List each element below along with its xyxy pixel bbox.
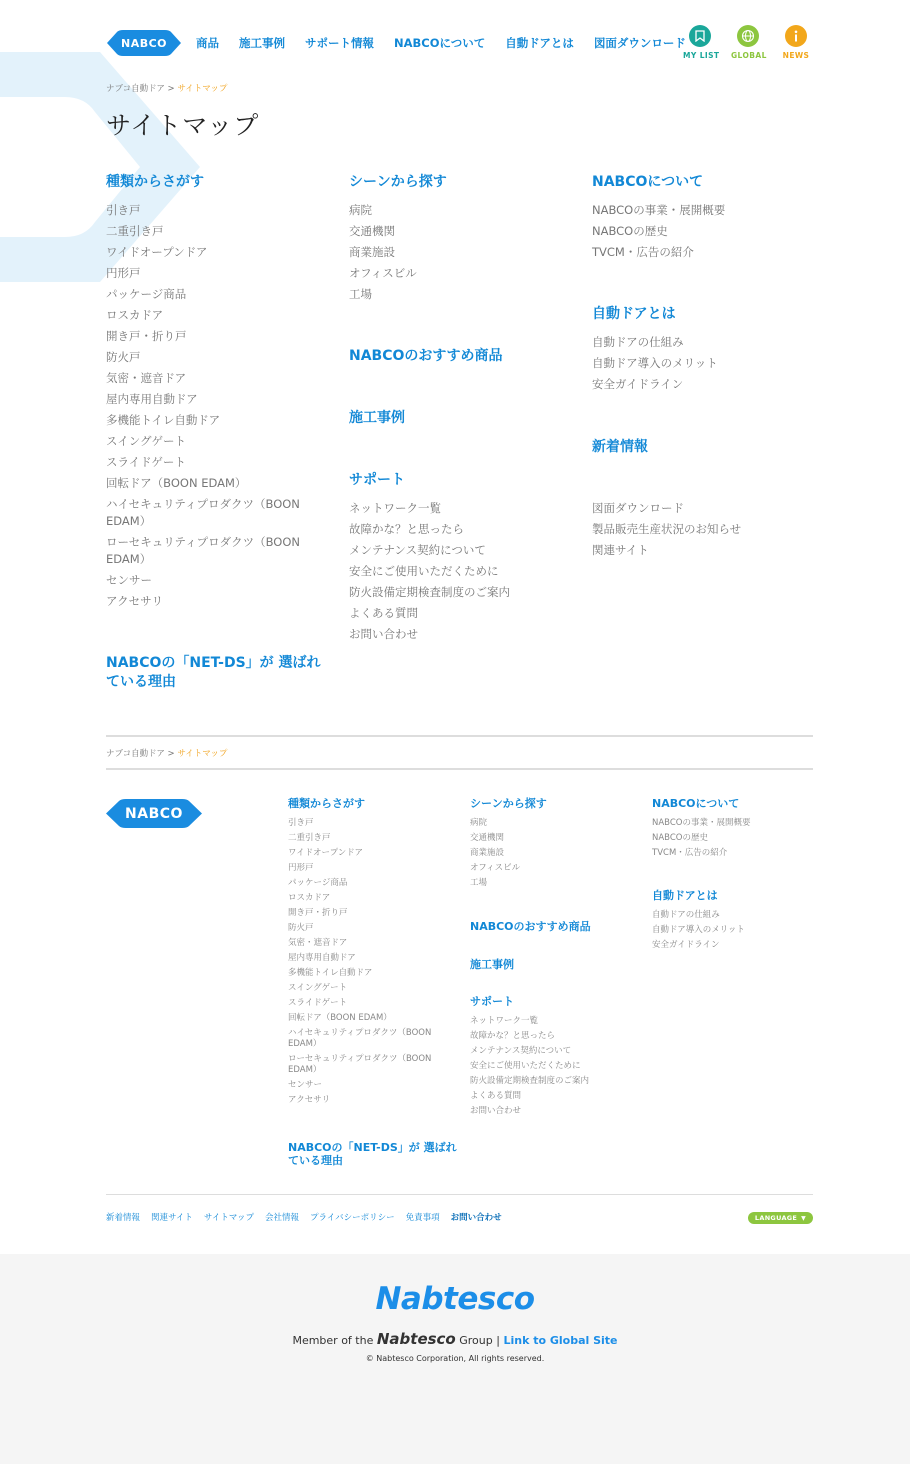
category-types[interactable]: 種類からさがす [106,174,204,190]
link-item[interactable]: 自動ドアの仕組み [592,335,684,349]
footer-category-scenes[interactable]: シーンから探す [470,797,547,810]
breadcrumb-separator: > [167,749,175,759]
misc-links [592,500,817,559]
global-button[interactable] [731,25,765,60]
nabtesco-logo[interactable]: Nabtesco [375,1281,535,1317]
footer-link-item[interactable]: ワイドオープンドア [288,848,363,858]
sitemap-cases-section [349,409,574,428]
footer-link-item[interactable]: 工場 [470,878,488,888]
footer-net-ds-section [288,1141,463,1167]
logo-text: NABCO [120,36,168,50]
footer-link-item[interactable]: 病院 [470,818,488,828]
breadcrumb-current: サイトマップ [177,749,228,759]
footer-link-item[interactable]: 安全にご使用いただくために [470,1061,581,1071]
footer-link-item[interactable]: 多機能トイレ自動ドア [288,968,373,978]
nav-cases[interactable]: 施工事例 [239,36,285,50]
link-item[interactable]: 円形戸 [106,266,141,280]
breadcrumb-home[interactable]: ナブコ自動ドア [106,749,165,759]
footer-link-item[interactable]: パッケージ商品 [288,878,348,888]
footer-link-item[interactable]: 防火設備定期検査制度のご案内 [470,1076,590,1086]
global-site-link[interactable]: Link to Global Site [503,1334,618,1347]
sitemap-column-2 [349,173,574,307]
footer-cases-section [470,958,645,971]
footer-link-item[interactable]: 自動ドアの仕組み [652,910,720,920]
news-label: NEWS [782,51,810,60]
member-prefix: Member of the [292,1334,374,1347]
footer-breadcrumb [106,747,227,759]
member-line [0,1330,910,1348]
footer-link-item[interactable]: 気密・遮音ドア [288,938,348,948]
footer-support-section [470,995,645,1121]
footer-link-item[interactable]: オフィスビル [470,863,521,873]
sitemap-column-3 [592,173,817,265]
footer-column-1 [288,797,463,1110]
news-button[interactable] [779,25,813,60]
footer-link-item[interactable]: 円形戸 [288,863,314,873]
category-support[interactable]: サポート [349,472,405,488]
footer-link-item[interactable]: センサー [288,1080,323,1090]
footer-nabco-logo[interactable] [106,799,202,828]
global-label: GLOBAL [731,51,767,60]
sitemap-autodoor-section [592,305,817,397]
category-types-links [106,202,331,610]
category-about-links [592,202,817,261]
util-link-contact[interactable]: お問い合わせ [450,1213,502,1223]
footer-link-item[interactable]: ハイセキュリティプロダクツ（BOON EDAM） [288,1028,432,1049]
link-item[interactable]: 引き戸 [106,203,141,217]
footer-link-item[interactable]: ロスカドア [288,893,331,903]
util-link-privacy[interactable]: プライバシーポリシー [310,1213,395,1223]
sitemap-misc-section [592,490,817,563]
link-item[interactable]: NABCOの歴史 [592,224,668,238]
link-item[interactable]: 防火戸 [106,350,141,364]
language-label: LANGUAGE [754,1214,798,1222]
footer-link-item[interactable]: 交通機関 [470,833,505,843]
footer-category-support-links [470,1016,645,1117]
footer-category-cases[interactable]: 施工事例 [470,958,514,971]
footer-category-autodoor[interactable]: 自動ドアとは [652,889,718,902]
sitemap-column-1 [106,173,331,614]
footer-link-item[interactable]: よくある質問 [470,1091,522,1101]
footer-link-item[interactable]: アクセサリ [288,1095,331,1105]
category-cases[interactable]: 施工事例 [349,410,405,426]
link-item[interactable]: ローセキュリティプロダクツ（BOON EDAM） [106,535,301,566]
footer-logo-text: NABCO [125,805,183,822]
link-item[interactable]: ネットワーク一覧 [349,501,441,515]
link-item[interactable]: 関連サイト [592,543,649,557]
link-item[interactable]: ロスカドア [106,308,164,322]
mylist-label: MY LIST [683,51,720,60]
link-item[interactable]: NABCOの事業・展開概要 [592,203,726,217]
sitemap-net-ds-section [106,654,331,692]
footer-column-2 [470,797,645,893]
nav-about[interactable]: NABCOについて [394,36,486,50]
footer-category-net-ds[interactable]: NABCOの「NET-DS」が 選ばれている理由 [288,1141,457,1167]
link-item[interactable]: 屋内専用自動ドア [106,392,198,406]
link-item[interactable]: スイングゲート [106,434,187,448]
util-link-news[interactable]: 新着情報 [106,1213,141,1223]
category-autodoor-links [592,334,817,393]
footer-link-item[interactable]: NABCOの事業・展開概要 [652,818,751,828]
footer-category-about-links [652,818,822,859]
category-about[interactable]: NABCOについて [592,174,704,190]
footer-category-about[interactable]: NABCOについて [652,797,740,810]
footer-link-item[interactable]: 防火戸 [288,923,314,933]
footer-link-item[interactable]: 商業施設 [470,848,505,858]
link-item[interactable]: 安全にご使用いただくために [349,564,499,578]
footer-autodoor-section [652,889,822,955]
category-scenes-links [349,202,574,303]
category-net-ds[interactable]: NABCOの「NET-DS」が 選ばれている理由 [106,655,321,690]
divider [106,735,813,737]
footer-recommended-section [470,920,645,933]
link-item[interactable]: 二重引き戸 [106,224,164,238]
link-item[interactable]: 防火設備定期検査制度のご案内 [349,585,510,599]
link-item[interactable]: スライドゲート [106,455,186,469]
link-item[interactable]: センサー [106,573,152,587]
link-item[interactable]: 図面ダウンロード [592,501,684,515]
divider [106,768,813,770]
breadcrumb [106,82,227,94]
link-item[interactable]: オフィスビル [349,266,417,280]
footer-category-types[interactable]: 種類からさがす [288,797,365,810]
footer-column-3 [652,797,822,863]
link-item[interactable]: 気密・遮音ドア [106,371,187,385]
link-item[interactable]: ハイセキュリティプロダクツ（BOON EDAM） [106,497,300,528]
nabco-logo[interactable] [107,30,181,56]
util-link-related-sites[interactable]: 関連サイト [151,1213,193,1223]
footer-category-recommended[interactable]: NABCOのおすすめ商品 [470,920,591,933]
globe-icon [737,25,759,47]
header-tools [683,25,827,60]
link-item[interactable]: 工場 [349,287,372,301]
divider [106,1194,813,1195]
language-dropdown[interactable] [748,1212,813,1224]
footer-link-item[interactable]: 故障かな？と思ったら [470,1031,556,1041]
footer-link-item[interactable]: 安全ガイドライン [652,940,720,950]
footer-link-item[interactable]: スライドゲート [288,998,348,1008]
footer-category-scenes-links [470,818,645,889]
link-item[interactable]: ワイドオープンドア [106,245,208,259]
util-link-sitemap[interactable]: サイトマップ [203,1213,254,1223]
breadcrumb-separator: > [167,84,175,94]
category-recommended[interactable]: NABCOのおすすめ商品 [349,348,503,364]
footer-link-item[interactable]: 二重引き戸 [288,833,331,843]
page-title: サイトマップ [106,111,260,140]
footer-link-item[interactable]: メンテナンス契約について [470,1046,572,1056]
link-item[interactable]: 自動ドア導入のメリット [592,356,718,370]
footer-link-item[interactable]: 屋内専用自動ドア [288,953,356,963]
sitemap-news-section [592,438,817,457]
footer-link-item[interactable]: 開き戸・折り戸 [288,908,348,918]
footer-link-item[interactable]: 回転ドア（BOON EDAM） [288,1013,392,1023]
link-item[interactable]: 安全ガイドライン [592,377,684,391]
util-link-company[interactable]: 会社情報 [265,1213,300,1223]
member-group: Group | [459,1334,500,1347]
footer-link-item[interactable]: スイングゲート [288,983,348,993]
breadcrumb-home[interactable]: ナブコ自動ドア [106,84,165,94]
link-item[interactable]: パッケージ商品 [106,287,187,301]
info-icon [785,25,807,47]
link-item[interactable]: よくある質問 [349,606,418,620]
nav-products[interactable]: 商品 [196,36,219,50]
breadcrumb-current: サイトマップ [177,84,228,94]
link-item[interactable]: 製品販売生産状況のお知らせ [592,522,742,536]
member-brand: Nabtesco [376,1330,456,1348]
category-support-links [349,500,574,643]
nav-support[interactable]: サポート情報 [305,36,374,50]
link-item[interactable]: メンテナンス契約について [349,543,486,557]
footer-link-item[interactable]: お問い合わせ [470,1106,522,1116]
category-news[interactable]: 新着情報 [592,439,648,455]
footer-link-item[interactable]: NABCOの歴史 [652,833,708,843]
nav-drawing-download[interactable]: 図面ダウンロード [593,36,686,50]
footer-utility-links [106,1211,513,1223]
global-nav [196,35,706,51]
link-item[interactable]: 回転ドア（BOON EDAM） [106,476,247,490]
footer-link-item[interactable]: TVCM・広告の紹介 [652,848,728,858]
footer-category-types-links [288,818,463,1106]
footer-category-support[interactable]: サポート [470,995,514,1008]
bookmark-icon [689,25,711,47]
footer-link-item[interactable]: ネットワーク一覧 [470,1016,539,1026]
mylist-button[interactable] [683,25,720,60]
category-autodoor[interactable]: 自動ドアとは [592,306,676,322]
link-item[interactable]: 病院 [349,203,372,217]
corporate-footer [0,1254,910,1464]
link-item[interactable]: お問い合わせ [349,627,418,641]
util-link-disclaimer[interactable]: 免責事項 [405,1213,440,1223]
footer-link-item[interactable]: ローセキュリティプロダクツ（BOON EDAM） [288,1054,432,1075]
footer-link-item[interactable]: 自動ドア導入のメリット [652,925,745,935]
sitemap-recommended-section [349,347,574,366]
nav-what-is-auto-door[interactable]: 自動ドアとは [505,36,574,50]
link-item[interactable]: 故障かな？と思ったら [349,522,464,536]
link-item[interactable]: アクセサリ [106,594,164,608]
link-item[interactable]: 交通機関 [349,224,395,238]
category-scenes[interactable]: シーンから探す [349,174,447,190]
link-item[interactable]: 多機能トイレ自動ドア [106,413,221,427]
sitemap-support-section [349,471,574,647]
footer-link-item[interactable]: 引き戸 [288,818,314,828]
footer-category-autodoor-links [652,910,822,951]
link-item[interactable]: TVCM・広告の紹介 [592,245,694,259]
link-item[interactable]: 開き戸・折り戸 [106,329,187,343]
chevron-down-icon: ▼ [801,1214,807,1222]
copyright: © Nabtesco Corporation, All rights reserved. [365,1354,545,1363]
link-item[interactable]: 商業施設 [349,245,395,259]
